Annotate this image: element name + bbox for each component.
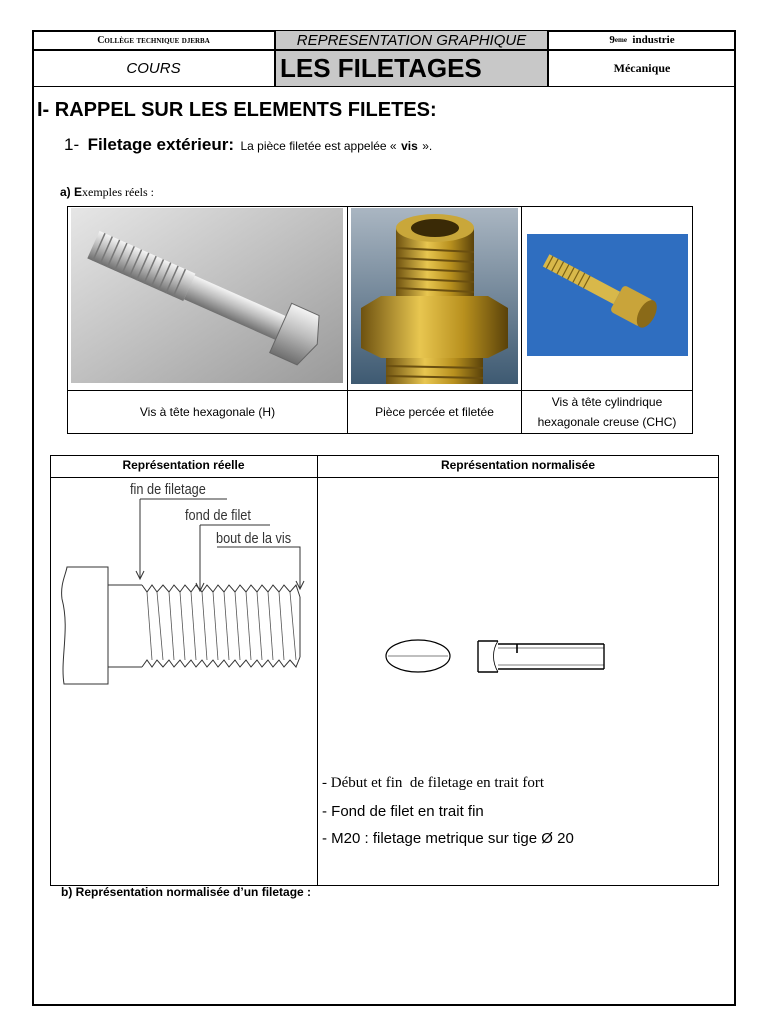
repr-col2-header: Représentation normalisée (440, 458, 596, 472)
label-bout-vis: bout de la vis (216, 530, 292, 547)
section-heading: I- RAPPEL SUR LES ELEMENTS FILETES: (37, 99, 437, 121)
subsection-number: 1- (64, 135, 80, 154)
real-thread-drawing (52, 479, 316, 689)
grade-cell (548, 30, 736, 50)
subject-cell (275, 30, 548, 50)
examples-label-a: a) E (60, 185, 83, 199)
subject-title: REPRESENTATION GRAPHIQUE (296, 31, 527, 49)
grade-number: 9 (609, 34, 615, 46)
hex-bolt-photo (71, 208, 343, 383)
examples-label (60, 183, 154, 201)
note-3: - M20 : filetage metrique sur tige Ø 20 (322, 830, 574, 847)
repr-header-divider (50, 477, 719, 478)
subsection-b-heading: b) Représentation normalisée d’un filetage : (61, 885, 312, 899)
example-caption-3: Vis à tête cylindrique hexagonale creuse (CHC) (537, 395, 677, 429)
title-cell (275, 50, 548, 87)
label-fin-filetage: fin de filetage (130, 481, 206, 498)
example-caption-3-cell (524, 390, 690, 434)
repr-col1-header: Représentation réelle (122, 458, 245, 472)
branch-name: Mécanique (613, 61, 671, 75)
examples-label-rest: xemples réels : (82, 185, 154, 199)
brass-fitting-photo (351, 208, 518, 384)
example-caption-1-cell (67, 390, 348, 434)
example-caption-2: Pièce percée et filetée (375, 405, 494, 419)
subsection-title: Filetage extérieur: (87, 135, 235, 154)
subsection-text-before: La pièce filetée est appelée « (240, 139, 397, 153)
subsection-line (64, 135, 432, 155)
subsection-text-bold: vis (401, 139, 418, 153)
grade-superscript: eme (614, 36, 627, 44)
example-caption-2-cell (347, 390, 522, 434)
label-fond-filet: fond de filet (185, 507, 251, 524)
school-cell (32, 30, 275, 50)
example-caption-1: Vis à tête hexagonale (H) (139, 405, 276, 419)
note-2: - Fond de filet en trait fin (322, 803, 484, 820)
normalized-thread-drawing (380, 632, 610, 680)
socket-screw-photo (527, 234, 688, 356)
document-title: LES FILETAGES (280, 53, 482, 83)
repr-column-divider (317, 455, 318, 886)
document-type: COURS (126, 60, 181, 77)
type-cell (32, 50, 275, 87)
subsection-text-after: ». (422, 139, 433, 153)
note-1: - Début et fin de filetage en trait fort (322, 775, 544, 791)
school-name: Collège technique djerba (97, 34, 210, 46)
branch-cell (548, 50, 736, 87)
grade-text: industrie (632, 34, 675, 46)
